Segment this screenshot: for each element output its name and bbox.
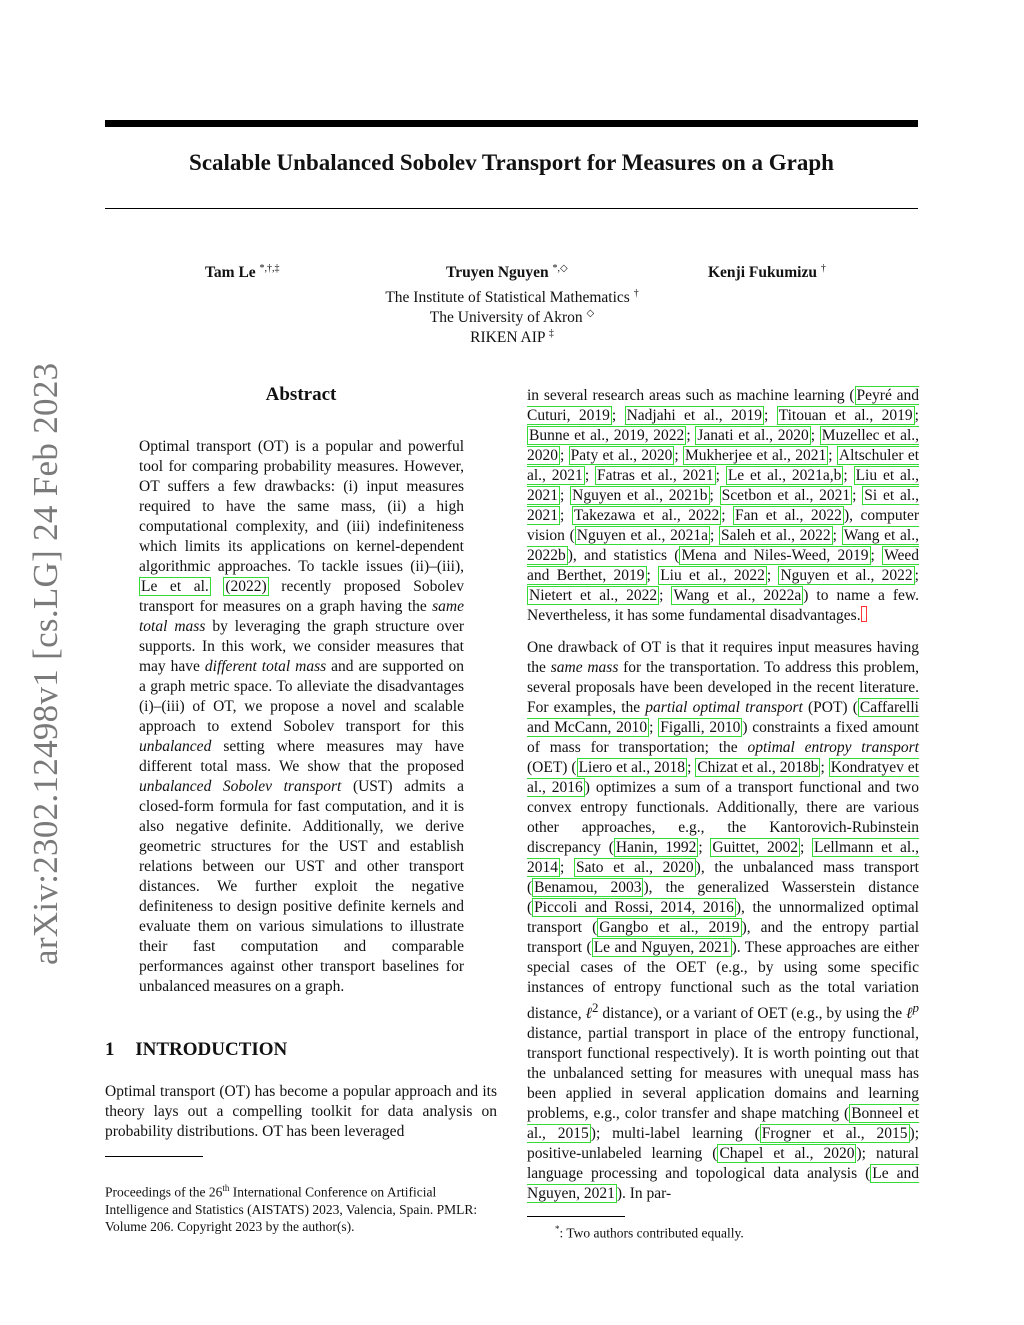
citation-link[interactable]: Caffarelli and McCann, 2010 [527,699,919,736]
citation-link[interactable]: Janati et al., 2020 [697,427,809,444]
citation-link[interactable]: Le and Nguyen, 2021 [593,939,730,956]
paper-title: Scalable Unbalanced Sobolev Transport for Measures on a Graph [189,150,834,175]
section-title: INTRODUCTION [135,1039,288,1060]
paragraph-drawback: One drawback of OT is that it requires input measures having the same mass for the transportation. To address this problem, several proposals have been developed in the recent literature. For examples, the partial optimal transport (POT) ( Caffarelli and McCann, 2010 ; Figalli, 2010 ) constraints a fixed amount of mass for transportation; the optimal entropy transport (OET) ( Liero et al., 2018 ; Chizat et al., 2018b ; Kondratyev et al., 2016 ) optimizes a sum of a transport functional and two convex entropy functionals. Additionally, there are various other approaches, e.g., the Kantorovich-Rubinstein discrepancy ( Hanin, 1992 ; Guittet, 2002 ; Lellmann et al., 2014 ; Sato et al., 2020 ), the unbalanced mass transport ( Benamou, 2003 ), the generalized Wasserstein distance ( Piccoli and Rossi, 2014, 2016 ), the unnormalized optimal transport ( Gangbo et al., 2019 ), and the entropy partial transport ( Le and Nguyen, 2021 ). These approaches are either special cases of the OET (e.g., by using some specific instances of entropy functional such as the total variation distance, ℓ$^2$ distance), or a variant of OET (e.g., by using the ℓ$^p$ distance, partial transport in place of the entropy functional, transport functional respectively). It is worth pointing out that the unbalanced setting for measures with unequal mass has been applied in several application domains and learning problems, e.g., color transfer and shape matching ( Bonneel et al., 2015 ); multi-label learning ( Frogner et al., 2015 ); positive-unlabeled learning ( Chapel et al., 2020 ); natural language processing and topological data analysis ( Le and Nguyen, 2021 ). In par- [527,639,920,1203]
author-1 [205,263,280,282]
citation-link[interactable]: Nguyen et al., 2021b [572,487,708,504]
citation-link[interactable]: Piccoli and Rossi, 2014, 2016 [534,899,734,916]
footnote-link[interactable] [861,606,867,622]
affiliation-1 [300,288,724,307]
section-number: 1 [105,1039,115,1060]
citation-link[interactable]: Fan et al., 2022 [735,507,842,524]
citation-link[interactable]: Wang et al., 2022a [673,587,802,604]
citation-link[interactable]: Nguyen et al., 2021a [576,527,708,544]
affiliation-name: The University of Akron [429,309,583,327]
author-name: Tam Le [205,264,256,282]
citation-link[interactable]: Lellmann et al., 2014 [527,839,919,876]
abstract-heading: Abstract [265,384,337,405]
citation-link[interactable]: Le et al. [141,578,209,595]
citation-link[interactable]: Chapel et al., 2020 [719,1145,855,1163]
citation-link[interactable]: Wang et al., 2022b [527,527,919,564]
title-rule-top [105,120,918,127]
citation-link[interactable]: Nietert et al., 2022 [529,587,658,604]
citation-link[interactable]: Gangbo et al., 2019 [599,919,740,936]
affiliation-mark: ‡ [548,328,554,339]
citation-link[interactable]: Takezawa et al., 2022 [573,507,720,524]
affiliation-3 [300,328,724,347]
citation-link[interactable]: Fatras et al., 2021 [597,467,714,484]
citation-link[interactable]: Mena and Niles-Weed, 2019 [681,547,869,564]
citation-link[interactable]: Frogner et al., 2015 [761,1125,908,1143]
affiliation-name: RIKEN AIP [470,329,545,347]
citation-link[interactable]: Si et al., 2021 [527,487,919,524]
intro-paragraph: Optimal transport (OT) has become a popular approach and its theory lays out a compelling toolkit for data analysis on probability distributions. OT has been leveraged [105,1083,497,1140]
author-2 [446,263,568,282]
right-column-body [527,386,919,1204]
citation-link[interactable]: Bunne et al., 2019, 2022 [529,427,685,444]
proceedings-footnote: Proceedings of the 26th International Conference on Artificial Intelligence and Statistics (AISTATS) 2023, Valencia, Spain. PMLR: Volume 206. Copyright 2023 by the author(s). [105,1183,478,1234]
citation-link[interactable]: Figalli, 2010 [660,719,741,736]
citation-link[interactable]: Liu et al., 2021 [527,467,919,504]
citation-link[interactable]: Chizat et al., 2018b [697,759,819,776]
affiliation-2 [300,308,724,327]
citation-link[interactable]: Saleh et al., 2022 [720,527,831,544]
author-name: Kenji Fukumizu [708,264,817,282]
citation-link[interactable]: Nguyen et al., 2022 [780,567,913,584]
citation-link[interactable]: Titouan et al., 2019 [778,407,913,424]
section-heading-introduction [105,1039,287,1061]
citation-link[interactable]: Kondratyev et al., 2016 [527,759,919,796]
citation-link[interactable]: Scetbon et al., 2021 [721,487,851,504]
citation-link[interactable]: Nadjahi et al., 2019 [626,407,762,424]
citation-link[interactable]: Liero et al., 2018 [578,759,686,776]
footnote-rule-right [527,1216,625,1217]
citation-link[interactable]: Guittet, 2002 [712,839,799,856]
citation-link[interactable]: Mukherjee et al., 2021 [685,447,827,464]
citation-link[interactable]: Altschuler et al., 2021 [527,447,920,484]
abstract-body: Optimal transport (OT) is a popular and powerful tool for comparing probability measures. However, OT suffers a few drawbacks: (i) input measures required to have the same mass, (ii) a high computational complexity, and (iii) indefiniteness which limits its applications on kernel-dependent algorithmic approaches. To tackle issues (ii)–(iii), Le et al. (2022) recently proposed Sobolev transport for measures on a graph having the same total mass by leveraging the graph structure over supports. In this work, we consider measures that may have different total mass and are supported on a graph metric space. To alleviate the disadvantages (i)–(iii) of OT, we propose a novel and scalable approach to extend Sobolev transport for this unbalanced setting where measures may have different total mass. We show that the proposed unbalanced Sobolev transport (UST) admits a closed-form formula for fast computation, and it is also negative definite. Additionally, we derive geometric structures for the UST and establish relations between our UST and other transport distances. We further exploit the negative definiteness to design positive definite kernels and evaluate them on various simulations to illustrate their fast computation and comparable performances against other transport baselines for unbalanced measures on a graph. [139,438,465,995]
citation-link[interactable]: Benamou, 2003 [534,879,642,896]
author-marks: *,†,‡ [259,263,280,274]
citation-link[interactable]: Hanin, 1992 [615,839,697,856]
footnote-rule-left [105,1156,203,1157]
citation-link[interactable]: Liu et al., 2022 [660,567,765,584]
footnote-text: : Two authors contributed equally. [559,1225,744,1241]
footnote-mark: * [555,1224,560,1234]
citation-link[interactable]: Le et al., 2021a,b [727,467,842,484]
paragraph-research-areas: in several research areas such as machine learning ( Peyré and Cuturi, 2019 ; Nadjahi et al., 2019 ; Titouan et al., 2019 ; Bunne et al., 2019, 2022 ; Janati et al., 2020 ; Muzellec et al., 2020 ; Paty et al., 2020 ; Mukherjee et al., 2021 ; Altschuler et al., 2021 ; Fatras et al., 2021 ; Le et al., 2021a,b ; Liu et al., 2021 ; Nguyen et al., 2021b ; Scetbon et al., 2021 ; Si et al., 2021 ; Takezawa et al., 2022 ; Fan et al., 2022 ), computer vision ( Nguyen et al., 2021a ; Saleh et al., 2022 ; Wang et al., 2022b ), and statistics ( Mena and Niles-Weed, 2019 ; Weed and Berthet, 2019 ; Liu et al., 2022 ; Nguyen et al., 2022 ; Nietert et al., 2022 ; Wang et al., 2022a ) to name a few. Nevertheless, it has some fundamental disadvantages. [527,387,920,624]
author-marks: *,◇ [552,263,568,274]
author-3 [708,263,826,282]
citation-link[interactable]: Peyré and Cuturi, 2019 [527,387,920,424]
equal-contribution-footnote [555,1221,744,1242]
author-marks: † [820,263,826,274]
author-name: Truyen Nguyen [446,264,549,282]
affiliation-mark: † [633,288,639,299]
arxiv-side-stamp: arXiv:2302.12498v1 [cs.LG] 24 Feb 2023 [26,362,65,965]
affiliation-mark: ◇ [586,308,595,319]
citation-link[interactable]: Muzellec et al., 2020 [527,427,920,464]
citation-link[interactable]: Sato et al., 2020 [575,859,694,876]
citation-link[interactable]: Paty et al., 2020 [570,447,673,464]
citation-link[interactable]: Bonneel et al., 2015 [527,1105,919,1143]
citation-link[interactable]: Le and Nguyen, 2021 [527,1165,919,1203]
citation-link[interactable]: (2022) [225,578,267,595]
title-rule-bottom [105,208,918,209]
affiliation-name: The Institute of Statistical Mathematics [385,289,630,307]
citation-link[interactable]: Weed and Berthet, 2019 [527,547,920,584]
